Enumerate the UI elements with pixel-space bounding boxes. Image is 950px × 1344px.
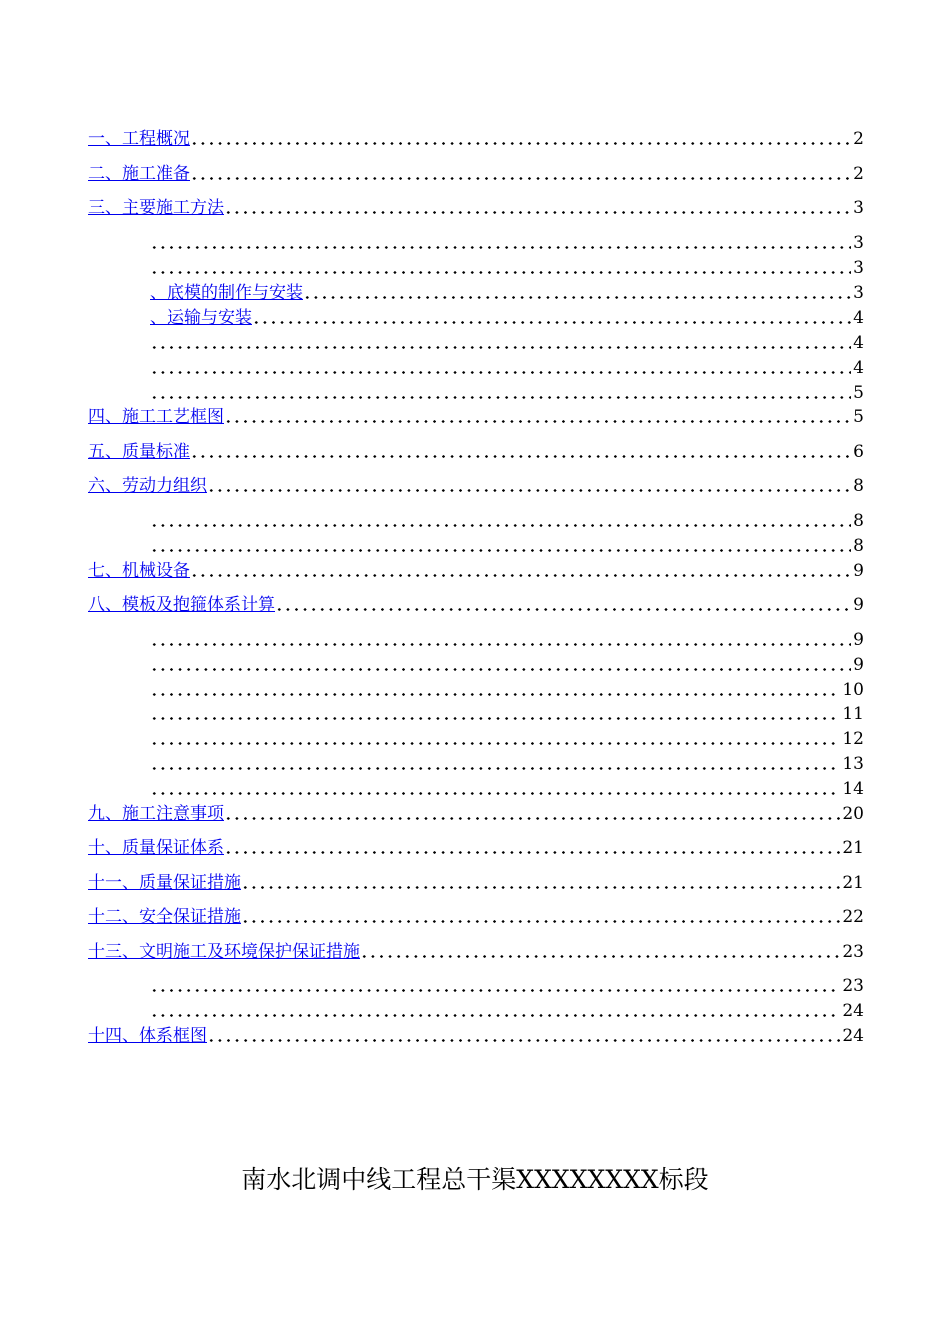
toc-page-number: 24 xyxy=(842,1026,864,1046)
toc-entry-link[interactable]: 十二、安全保证措施 xyxy=(88,907,241,927)
toc-leader-dots xyxy=(190,172,851,180)
toc-page-number: 6 xyxy=(853,442,864,462)
toc-entry xyxy=(150,532,864,556)
toc-leader-dots xyxy=(150,737,840,745)
toc-entry[interactable] xyxy=(88,438,864,462)
toc-page-number: 3 xyxy=(853,283,864,303)
toc-leader-dots xyxy=(360,950,840,958)
toc-page-number: 3 xyxy=(853,258,864,278)
toc-page-number: 5 xyxy=(853,383,864,403)
toc-entry[interactable] xyxy=(150,279,864,303)
toc-leader-dots xyxy=(150,638,851,646)
toc-page-number: 10 xyxy=(842,680,864,700)
toc-leader-dots xyxy=(150,519,851,527)
toc-entry-link[interactable]: 十一、质量保证措施 xyxy=(88,873,241,893)
toc-entry[interactable] xyxy=(88,557,864,581)
toc-page-number: 8 xyxy=(853,536,864,556)
toc-leader-dots xyxy=(150,787,840,795)
toc-page-number: 12 xyxy=(842,729,864,749)
toc-leader-dots xyxy=(150,663,851,671)
toc-leader-dots xyxy=(190,450,851,458)
toc-entry[interactable] xyxy=(150,304,864,328)
toc-leader-dots xyxy=(303,291,851,299)
toc-entry-link[interactable]: 、运输与安装 xyxy=(150,308,252,328)
toc-entry xyxy=(150,229,864,253)
toc-page-number: 2 xyxy=(853,129,864,149)
toc-entry-link[interactable]: 九、施工注意事项 xyxy=(88,804,224,824)
toc-entry[interactable] xyxy=(88,125,864,149)
toc-entry xyxy=(150,329,864,353)
toc-page-number: 3 xyxy=(853,198,864,218)
toc-entry[interactable] xyxy=(88,1022,864,1046)
toc-leader-dots xyxy=(190,137,851,145)
toc-leader-dots xyxy=(150,712,840,720)
toc-entry-link[interactable]: 十、质量保证体系 xyxy=(88,838,224,858)
toc-leader-dots xyxy=(150,241,851,249)
toc-page-number: 2 xyxy=(853,164,864,184)
toc-entry xyxy=(150,750,864,774)
toc-entry xyxy=(150,775,864,799)
toc-page-number: 9 xyxy=(853,595,864,615)
toc-leader-dots xyxy=(150,366,851,374)
toc-leader-dots xyxy=(224,812,840,820)
toc-entry[interactable] xyxy=(88,800,864,824)
toc-page-number: 3 xyxy=(853,233,864,253)
toc-entry-link[interactable]: 十三、文明施工及环境保护保证措施 xyxy=(88,942,360,962)
toc-entry[interactable] xyxy=(88,591,864,615)
toc-entry-link[interactable]: 、底模的制作与安装 xyxy=(150,283,303,303)
toc-page-number: 23 xyxy=(842,976,864,996)
toc-entry xyxy=(150,972,864,996)
toc-entry-link[interactable]: 六、劳动力组织 xyxy=(88,476,207,496)
toc-page-number: 9 xyxy=(853,655,864,675)
toc-leader-dots xyxy=(150,341,851,349)
toc-entry-link[interactable]: 二、施工准备 xyxy=(88,164,190,184)
toc-leader-dots xyxy=(207,1034,840,1042)
document-title: 南水北调中线工程总干渠XXXXXXXX标段 xyxy=(241,1165,709,1194)
toc-entry xyxy=(150,254,864,278)
toc-page-number: 23 xyxy=(842,942,864,962)
toc-page-number: 24 xyxy=(842,1001,864,1021)
toc-entry-link[interactable]: 八、模板及抱箍体系计算 xyxy=(88,595,275,615)
toc-leader-dots xyxy=(241,881,840,889)
toc-entry-link[interactable]: 三、主要施工方法 xyxy=(88,198,224,218)
toc-page-number: 8 xyxy=(853,511,864,531)
toc-page-number: 4 xyxy=(853,358,864,378)
toc-page-number: 21 xyxy=(842,838,864,858)
toc-leader-dots xyxy=(275,603,851,611)
toc-entry xyxy=(150,626,864,650)
toc-leader-dots xyxy=(207,484,851,492)
toc-leader-dots xyxy=(224,415,851,423)
toc-leader-dots xyxy=(150,762,840,770)
toc-page-number: 9 xyxy=(853,630,864,650)
toc-entry[interactable] xyxy=(88,903,864,927)
toc-entry-link[interactable]: 一、工程概况 xyxy=(88,129,190,149)
toc-page-number: 9 xyxy=(853,561,864,581)
toc-entry-link[interactable]: 十四、体系框图 xyxy=(88,1026,207,1046)
toc-leader-dots xyxy=(241,915,840,923)
toc-entry xyxy=(150,700,864,724)
toc-leader-dots xyxy=(224,846,840,854)
toc-entry xyxy=(150,676,864,700)
toc-page-number: 20 xyxy=(842,804,864,824)
toc-entry[interactable] xyxy=(88,834,864,858)
toc-entry[interactable] xyxy=(88,194,864,218)
toc-page-number: 14 xyxy=(842,779,864,799)
toc-entry xyxy=(150,725,864,749)
toc-leader-dots xyxy=(252,316,851,324)
toc-leader-dots xyxy=(224,206,851,214)
toc-leader-dots xyxy=(150,544,851,552)
toc-entry xyxy=(150,997,864,1021)
toc-leader-dots xyxy=(150,391,851,399)
toc-entry-link[interactable]: 四、施工工艺框图 xyxy=(88,407,224,427)
toc-page-number: 13 xyxy=(842,754,864,774)
toc-page-number: 8 xyxy=(853,476,864,496)
toc-page-number: 22 xyxy=(842,907,864,927)
toc-entry xyxy=(150,507,864,531)
toc-leader-dots xyxy=(150,1009,840,1017)
toc-entry xyxy=(150,651,864,675)
toc-entry xyxy=(150,354,864,378)
toc-entry[interactable] xyxy=(88,472,864,496)
toc-page-number: 4 xyxy=(853,308,864,328)
toc-entry[interactable] xyxy=(88,160,864,184)
toc-page-number: 5 xyxy=(853,407,864,427)
toc-entry[interactable] xyxy=(88,403,864,427)
toc-leader-dots xyxy=(150,688,840,696)
toc-leader-dots xyxy=(150,266,851,274)
toc-entry-link[interactable]: 五、质量标准 xyxy=(88,442,190,462)
toc-page-number: 4 xyxy=(853,333,864,353)
toc-leader-dots xyxy=(190,569,851,577)
toc-page-number: 21 xyxy=(842,873,864,893)
toc-entry xyxy=(150,379,864,403)
toc-entry[interactable] xyxy=(88,869,864,893)
toc-leader-dots xyxy=(150,984,840,992)
toc-entry-link[interactable]: 七、机械设备 xyxy=(88,561,190,581)
toc-entry[interactable] xyxy=(88,938,864,962)
toc-page-number: 11 xyxy=(842,704,864,724)
